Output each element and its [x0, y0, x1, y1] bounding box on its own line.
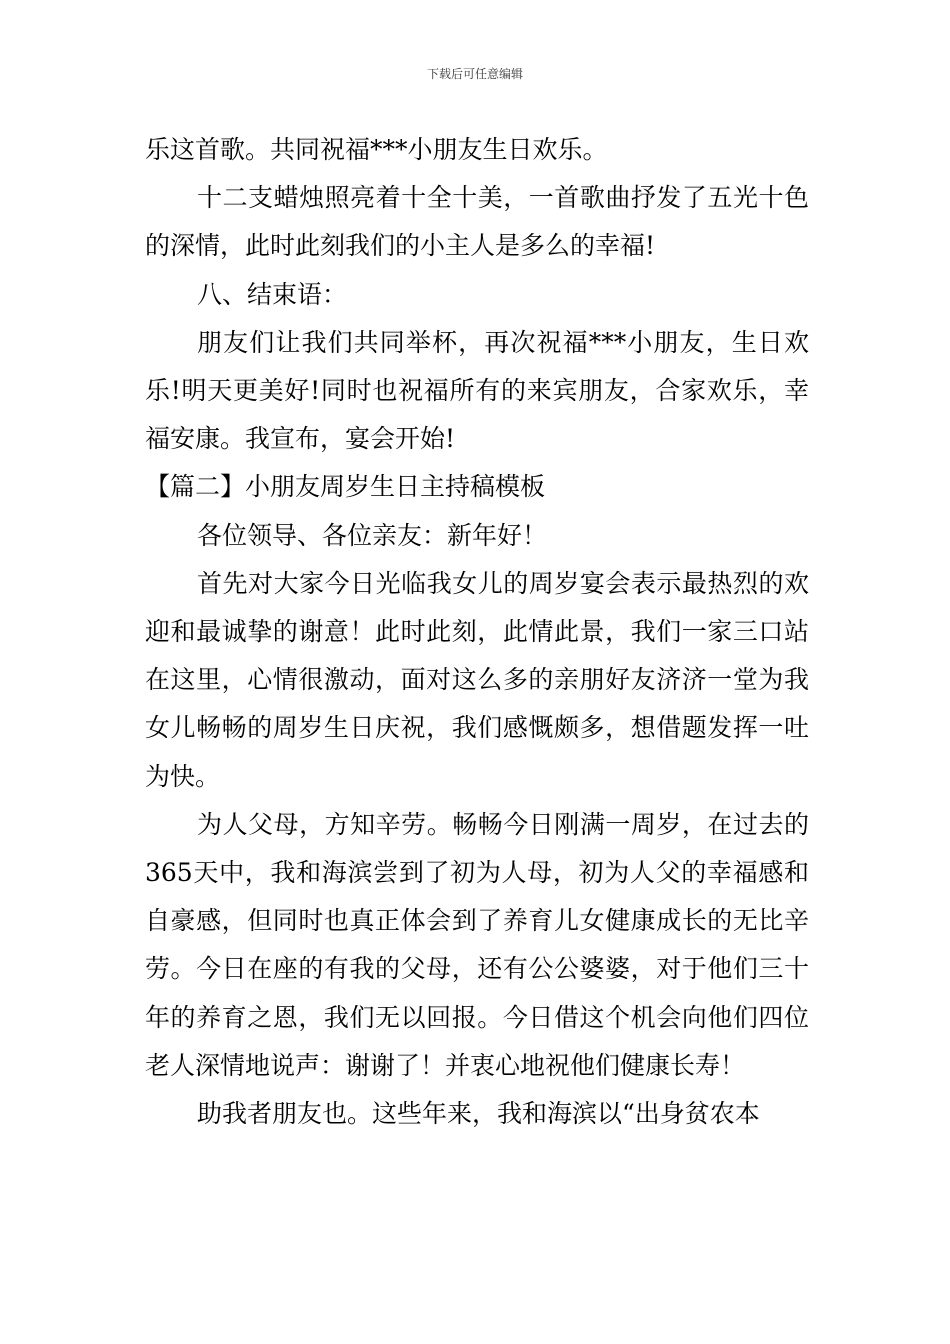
document-body — [145, 126, 809, 1138]
paragraph-candles: 十二支蜡烛照亮着十全十美，一首歌曲抒发了五光十色的深情，此时此刻我们的小主人是多么的幸福! — [145, 183, 809, 261]
paragraph-song-ending: 乐这首歌。共同祝福***小朋友生日欢乐。 — [145, 135, 608, 164]
section-title-part-two: 【篇二】小朋友周岁生日主持稿模板 — [145, 472, 546, 502]
paragraph-greeting: 各位领导、各位亲友：新年好！ — [197, 520, 548, 550]
paragraph-friends: 助我者朋友也。这些年来，我和海滨以“出身贫农本 — [197, 1099, 760, 1129]
paragraph-parents: 为人父母，方知辛劳。畅畅今日刚满一周岁，在过去的365天中，我和海滨尝到了初为人母，初为人父的幸福感和自豪感，但同时也真正体会到了养育儿女健康成长的无比辛劳。今日在座的有我的父母，还有公公婆婆，对于他们三十年的养育之恩，我们无以回报。今日借这个机会向他们四位老人深情地说声：谢谢了！并衷心地祝他们健康长寿！ — [145, 809, 809, 1080]
paragraph-toast: 朋友们让我们共同举杯，再次祝福***小朋友，生日欢乐!明天更美好!同时也祝福所有的来宾朋友，合家欢乐，幸福安康。我宣布，宴会开始! — [145, 327, 809, 454]
section-heading-closing: 八、结束语： — [197, 279, 348, 309]
paragraph-welcome: 首先对大家今日光临我女儿的周岁宴会表示最热烈的欢迎和最诚挚的谢意！此时此刻，此情此景，我们一家三口站在这里，心情很激动，面对这么多的亲朋好友济济一堂为我女儿畅畅的周岁生日庆祝，我们感慨颇多，想借题发挥一吐为快。 — [145, 568, 809, 791]
page-header-note: 下载后可任意编辑 — [426, 67, 523, 81]
